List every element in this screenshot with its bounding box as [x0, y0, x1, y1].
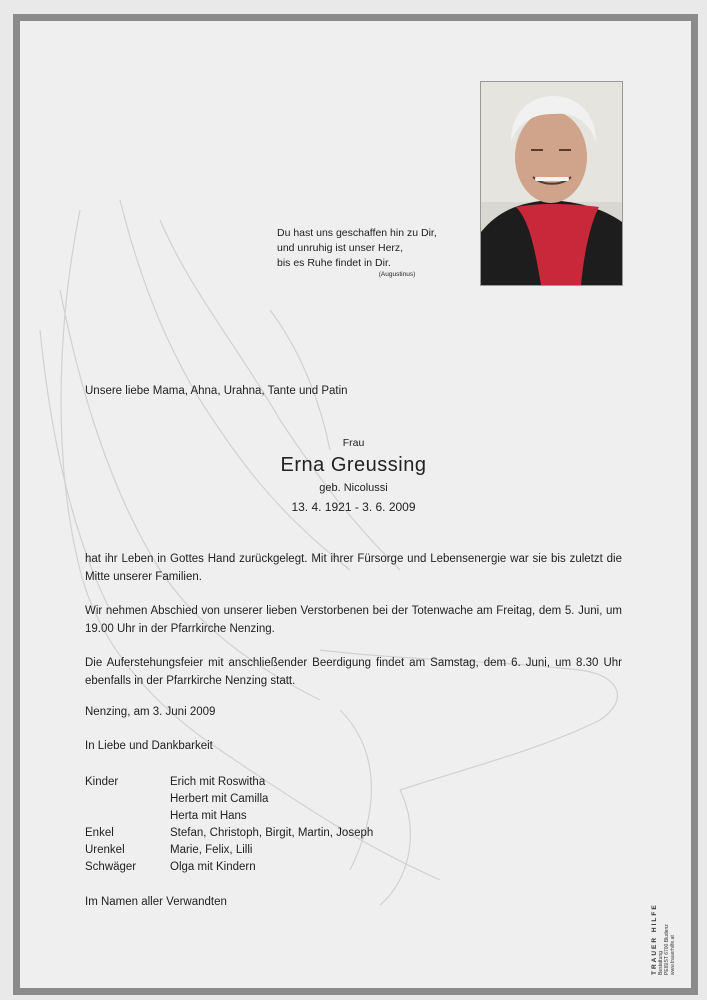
family-names: Erich mit Roswitha: [170, 776, 266, 788]
family-names: Stefan, Christoph, Birgit, Martin, Joseph: [170, 827, 374, 839]
paragraph-wake: Wir nehmen Abschied von unserer lieben Verstorbenen bei der Totenwache am Freitag, dem 5. Juni, um 19.00 Uhr in der Pfarrkirche Nenzing.: [85, 605, 622, 635]
family-names: Olga mit Kindern: [170, 861, 256, 873]
quote-line: bis es Ruhe findet in Dir.: [277, 257, 391, 269]
quote-line: Du hast uns geschaffen hin zu Dir,: [277, 227, 437, 239]
brand-tagline: Bestattung: [658, 951, 664, 975]
quote-line: und unruhig ist unser Herz,: [277, 242, 404, 254]
family-names: Herbert mit Camilla: [170, 793, 269, 805]
paragraph-funeral: Die Auferstehungsfeier mit anschließender Beerdigung findet am Samstag, dem 6. Juni, um 8.30 Uhr ebenfalls in der Pfarrkirche Nenzing statt.: [85, 657, 622, 687]
family-row: [85, 859, 373, 876]
intro-line: Unsere liebe Mama, Ahna, Urahna, Tante und Patin: [85, 385, 348, 397]
family-relation: [85, 791, 170, 808]
deceased-name: Erna Greussing: [280, 454, 427, 476]
family-relation: Kinder: [85, 776, 119, 788]
family-row: [85, 808, 373, 825]
portrait-photo: [480, 81, 623, 286]
family-row: [85, 774, 373, 791]
birth-name: geb. Nicolussi: [319, 482, 388, 494]
closing-line: In Liebe und Dankbarkeit: [85, 740, 213, 752]
brand-name: TRAUER HILFE: [651, 903, 658, 975]
family-relation: [85, 808, 170, 825]
brand-web: www.trauerhilfe.at: [670, 935, 676, 975]
family-relation: Urenkel: [85, 844, 125, 856]
family-row: [85, 825, 373, 842]
funeral-home-brand: [652, 903, 676, 975]
family-row: [85, 842, 373, 859]
family-relation: Enkel: [85, 827, 114, 839]
place-date: Nenzing, am 3. Juni 2009: [85, 706, 216, 718]
brand-address: PEIßIST 6700 Bludenz: [664, 924, 670, 975]
salutation: Frau: [342, 437, 365, 449]
signature-line: Im Namen aller Verwandten: [85, 896, 227, 908]
quote-block: [277, 226, 477, 279]
family-names: Herta mit Hans: [170, 810, 247, 822]
quote-source: (Augustinus): [378, 271, 416, 278]
paragraph-life: hat ihr Leben in Gottes Hand zurückgelegt. Mit ihrer Fürsorge und Lebensenergie war sie bis zuletzt die Mitte unserer Familien.: [85, 553, 622, 583]
family-names: Marie, Felix, Lilli: [170, 844, 253, 856]
life-dates: 13. 4. 1921 - 3. 6. 2009: [291, 500, 416, 514]
family-relation: Schwäger: [85, 861, 137, 873]
family-list: [85, 774, 373, 876]
family-row: [85, 791, 373, 808]
